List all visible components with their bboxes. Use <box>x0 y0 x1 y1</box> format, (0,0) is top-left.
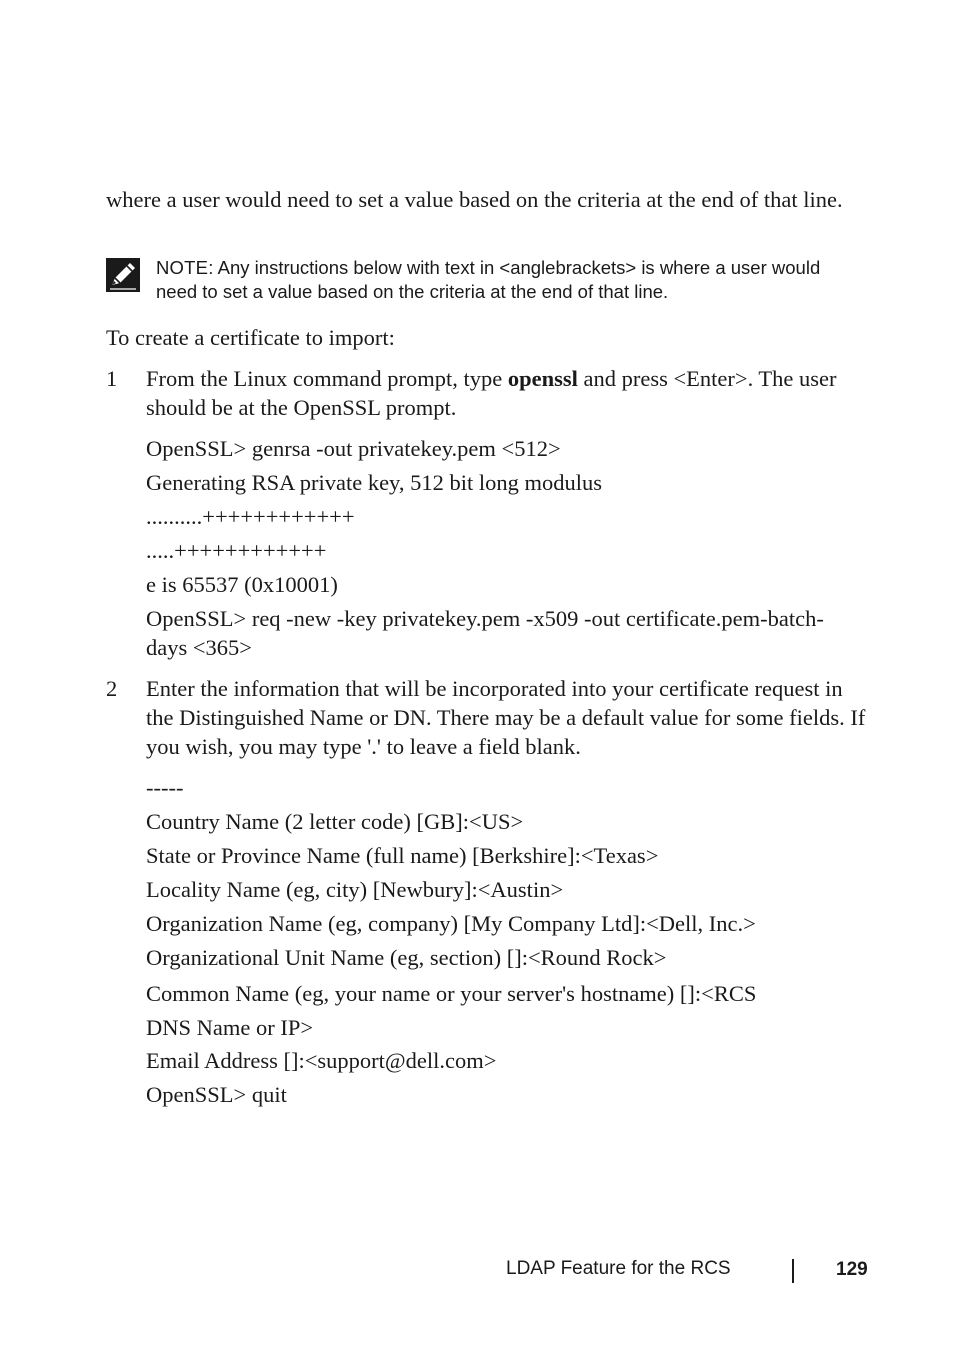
step-number: 1 <box>106 366 118 391</box>
code-line: Country Name (2 letter code) [GB]:<US> <box>146 809 524 834</box>
footer-chapter-title: LDAP Feature for the RCS <box>506 1258 731 1279</box>
step-number: 2 <box>106 676 118 701</box>
lead-sentence: To create a certificate to import: <box>106 325 395 350</box>
code-line: Generating RSA private key, 512 bit long modulus <box>146 470 602 495</box>
note-text <box>156 256 866 304</box>
command-name: openssl <box>507 366 578 391</box>
code-line: Organization Name (eg, company) [My Company Ltd]:<Dell, Inc.> <box>146 911 756 936</box>
page-number: 129 <box>836 1259 868 1280</box>
code-line: OpenSSL> quit <box>146 1082 287 1107</box>
code-line: Common Name (eg, your name or your server's hostname) []:<RCS DNS Name or IP> <box>146 981 757 1040</box>
code-line: e is 65537 (0x10001) <box>146 572 338 597</box>
footer-divider <box>792 1259 794 1283</box>
code-line: ----- <box>146 775 184 800</box>
code-line: .....++++++++++++ <box>146 538 327 563</box>
code-line: OpenSSL> genrsa -out privatekey.pem <512> <box>146 436 561 461</box>
note-label: NOTE: <box>156 257 214 278</box>
code-line: State or Province Name (full name) [Berkshire]:<Texas> <box>146 843 659 868</box>
note-box <box>106 256 866 306</box>
step-text: From the Linux command prompt, type openssl and press <Enter>. The user should be at the OpenSSL prompt. <box>146 366 837 420</box>
code-line: Locality Name (eg, city) [Newbury]:<Austin> <box>146 877 564 902</box>
step-text: Enter the information that will be incorporated into your certificate request in the Distinguished Name or DN. There may be a default value for some fields. If you wish, you may type '.' to leave a field blank. <box>146 676 866 759</box>
note-body: Any instructions below with text in <anglebrackets> is where a user would need to set a value based on the criteria at the end of that line. <box>156 257 821 302</box>
code-line: OpenSSL> req -new -key privatekey.pem -x509 -out certificate.pem-batch-days <365> <box>146 606 824 660</box>
code-line: Organizational Unit Name (eg, section) []:<Round Rock> <box>146 945 667 970</box>
code-line: ..........++++++++++++ <box>146 504 355 529</box>
intro-paragraph: where a user would need to set a value based on the criteria at the end of that line. <box>106 187 843 212</box>
pencil-note-icon <box>106 258 140 292</box>
code-line: Email Address []:<support@dell.com> <box>146 1048 497 1073</box>
